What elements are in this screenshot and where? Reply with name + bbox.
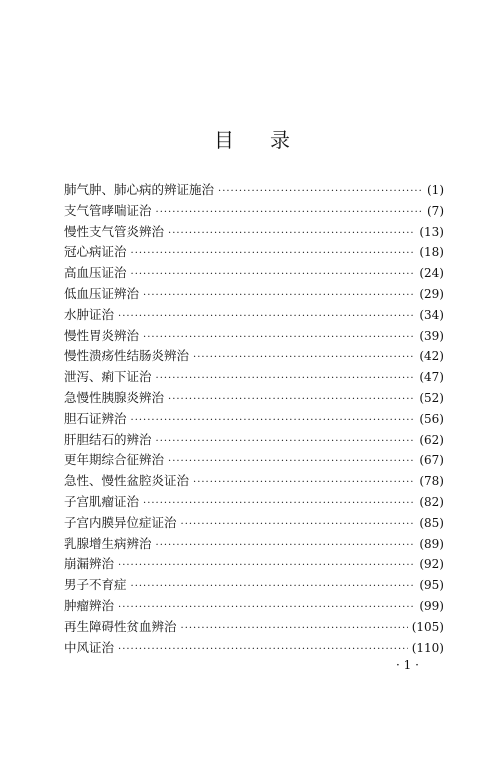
toc-entry-page: (78) — [419, 474, 444, 489]
toc-entry[interactable] — [64, 346, 444, 367]
toc-entry[interactable] — [64, 534, 444, 555]
toc-entry-page: (47) — [419, 370, 444, 385]
toc-entry[interactable] — [64, 492, 444, 513]
toc-entry-title: 肺气肿、肺心病的辨证施治 — [64, 182, 215, 197]
toc-entry-title: 中风证治 — [64, 639, 115, 655]
toc-entry-page: (13) — [419, 224, 444, 239]
toc-entry[interactable] — [64, 409, 444, 430]
toc-entry[interactable] — [64, 638, 444, 659]
toc-entry-page: (18) — [419, 245, 444, 260]
toc-entry[interactable] — [64, 617, 444, 638]
toc-entry[interactable] — [64, 471, 444, 492]
toc-entry[interactable] — [64, 367, 444, 388]
toc-entry-title: 子宫内膜异位症证治 — [64, 514, 177, 530]
dot-leader — [156, 540, 416, 551]
dot-leader — [118, 644, 408, 655]
toc-entry[interactable] — [64, 222, 444, 243]
dot-leader — [168, 228, 415, 239]
toc-entry-title: 水肿证治 — [64, 306, 115, 322]
toc-entry-page: (29) — [419, 286, 444, 301]
dot-leader — [181, 623, 408, 634]
toc-entry[interactable] — [64, 388, 444, 409]
toc-entry-title: 支气管哮喘证治 — [64, 202, 152, 218]
toc-entry[interactable] — [64, 242, 444, 263]
toc-entry-page: (24) — [419, 266, 444, 281]
toc-entry[interactable] — [64, 180, 444, 201]
dot-leader — [143, 332, 415, 343]
page-number: · 1 · — [396, 658, 419, 672]
toc-entry-title: 肿瘤辨治 — [64, 597, 115, 613]
dot-leader — [131, 581, 416, 592]
toc-entry[interactable] — [64, 596, 444, 617]
toc-entry-page: (95) — [419, 578, 444, 593]
toc-entry-title: 泄泻、痢下证治 — [64, 369, 152, 385]
toc-entry[interactable] — [64, 201, 444, 222]
toc-entry[interactable] — [64, 326, 444, 347]
toc-entry-title: 慢性胃炎辨治 — [64, 327, 140, 343]
dot-leader — [118, 602, 415, 613]
toc-entry-title: 子宫肌瘤证治 — [64, 493, 140, 509]
dot-leader — [156, 207, 423, 218]
toc-entry-title: 乳腺增生病辨治 — [64, 535, 152, 551]
toc-entry-page: (39) — [419, 328, 444, 343]
toc-entry[interactable] — [64, 263, 444, 284]
dot-leader — [218, 186, 423, 197]
toc-entry-title: 低血压证辨治 — [64, 285, 140, 301]
page-title — [0, 124, 504, 153]
toc-entry-title: 急性、慢性盆腔炎证治 — [64, 473, 190, 489]
dot-leader — [131, 269, 416, 280]
dot-leader — [193, 352, 415, 363]
toc-entry-page: (62) — [419, 432, 444, 447]
table-of-contents — [64, 180, 444, 658]
toc-entry[interactable] — [64, 513, 444, 534]
toc-entry-page: (85) — [419, 515, 444, 530]
dot-leader — [143, 290, 415, 301]
dot-leader — [131, 415, 416, 426]
title-char-2: 录 — [270, 128, 290, 152]
toc-entry-title: 更年期综合征辨治 — [64, 452, 165, 468]
toc-entry-title: 冠心病证治 — [64, 244, 127, 260]
toc-entry-title: 急慢性胰腺炎辨治 — [64, 389, 165, 405]
toc-entry-page: (99) — [419, 598, 444, 613]
toc-entry-page: (1) — [427, 183, 444, 197]
toc-entry-title: 慢性支气管炎辨治 — [64, 223, 165, 239]
toc-entry-page: (56) — [419, 411, 444, 426]
dot-leader — [168, 394, 415, 405]
toc-entry-title: 胆石证辨治 — [64, 410, 127, 426]
dot-leader — [193, 477, 415, 488]
dot-leader — [143, 498, 415, 509]
dot-leader — [168, 456, 415, 467]
dot-leader — [156, 373, 416, 384]
toc-entry-title: 男子不育症 — [64, 577, 127, 593]
toc-entry[interactable] — [64, 450, 444, 471]
toc-entry-title: 慢性溃疡性结肠炎辨治 — [64, 348, 190, 364]
toc-entry-page: (7) — [427, 203, 444, 218]
dot-leader — [118, 311, 415, 322]
toc-entry-page: (67) — [419, 453, 444, 468]
toc-entry-page: (82) — [419, 494, 444, 509]
toc-entry-page: (92) — [419, 557, 444, 572]
dot-leader — [118, 560, 415, 571]
toc-entry[interactable] — [64, 305, 444, 326]
toc-entry[interactable] — [64, 575, 444, 596]
toc-entry[interactable] — [64, 284, 444, 305]
toc-entry-title: 再生障碍性贫血辨治 — [64, 618, 177, 634]
dot-leader — [156, 436, 416, 447]
title-char-1: 目 — [214, 128, 234, 152]
toc-entry[interactable] — [64, 430, 444, 451]
toc-entry-page: (42) — [419, 349, 444, 364]
toc-entry-page: (110) — [411, 640, 444, 655]
toc-entry-page: (105) — [411, 619, 444, 634]
toc-entry-page: (34) — [419, 307, 444, 322]
toc-entry-title: 高血压证治 — [64, 265, 127, 281]
toc-entry-page: (89) — [419, 536, 444, 551]
dot-leader — [131, 248, 416, 259]
toc-entry-title: 崩漏辨治 — [64, 556, 115, 572]
dot-leader — [181, 519, 416, 530]
toc-entry[interactable] — [64, 554, 444, 575]
toc-entry-title: 肝胆结石的辨治 — [64, 431, 152, 447]
toc-entry-page: (52) — [419, 390, 444, 405]
